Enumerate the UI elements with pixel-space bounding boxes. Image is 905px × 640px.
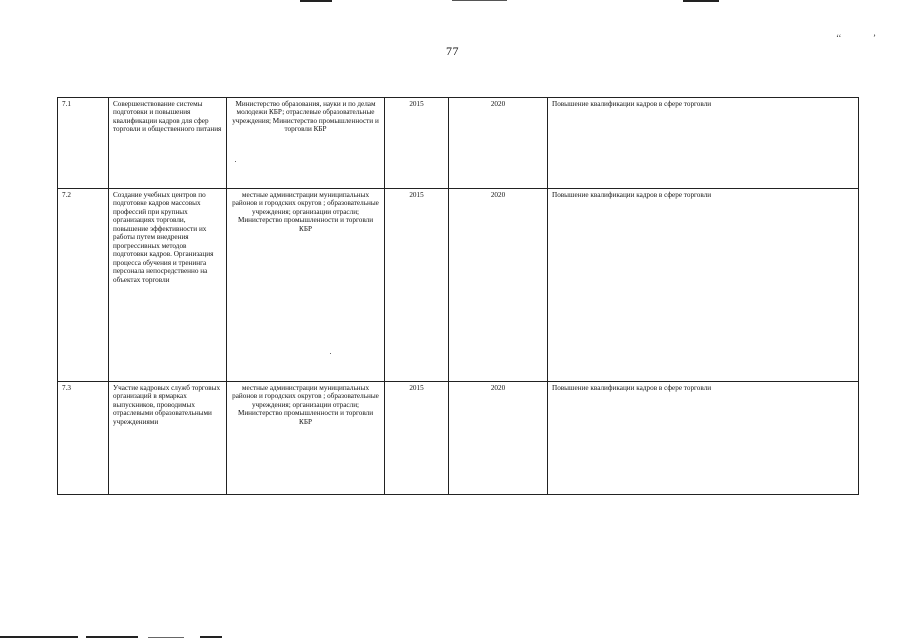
scan-line-bottom-1 xyxy=(0,636,78,638)
table-row xyxy=(58,382,859,495)
executors-cell: местные администрации муниципальных районов и городских округов ; образовательные учреждения; организации отрасли; Министерство промышленности и торговли КБР xyxy=(227,382,385,495)
measures-table xyxy=(57,97,859,495)
scan-speck-right-2: ’ xyxy=(873,33,876,43)
table-row xyxy=(58,189,859,382)
start-year-cell: 2015 xyxy=(385,189,449,382)
scan-line-bottom-3 xyxy=(148,637,184,638)
scan-line-bottom-2 xyxy=(86,636,138,638)
end-year-cell: 2020 xyxy=(449,382,548,495)
row-number: 7.1 xyxy=(58,98,109,189)
activity-cell: Создание учебных центров по подготовке кадров массовых профессий при крупных организациях торговли, повышение эффективности их работы путем внедрения прогрессивных методов подготовки кадров. Организация процесса обучения и тренинга персонала непосредственно на объектах торговли xyxy=(109,189,227,382)
result-cell: Повышение квалификации кадров в сфере торговли xyxy=(548,382,859,495)
scan-speck xyxy=(330,353,331,354)
scan-line-bottom-4 xyxy=(200,636,222,638)
start-year-cell: 2015 xyxy=(385,98,449,189)
scan-speck-right-1: ‘‘ xyxy=(836,33,842,43)
scan-speck xyxy=(235,161,236,162)
row-number: 7.2 xyxy=(58,189,109,382)
executors-cell: местные администрации муниципальных районов и городских округов ; образовательные учреждения; организации отрасли; Министерство промышленности и торговли КБР xyxy=(227,189,385,382)
scan-line-top-3 xyxy=(683,0,719,2)
result-cell: Повышение квалификации кадров в сфере торговли xyxy=(548,98,859,189)
end-year-cell: 2020 xyxy=(449,98,548,189)
scan-line-top-1 xyxy=(300,0,332,2)
result-cell: Повышение квалификации кадров в сфере торговли xyxy=(548,189,859,382)
executors-cell: Министерство образования, науки и по делам молодежи КБР; отраслевые образовательные учреждения; Министерство промышленности и торговли КБР xyxy=(227,98,385,189)
page-number: 77 xyxy=(446,44,459,58)
scan-line-top-2 xyxy=(452,0,507,1)
row-number: 7.3 xyxy=(58,382,109,495)
table-row xyxy=(58,98,859,189)
end-year-cell: 2020 xyxy=(449,189,548,382)
start-year-cell: 2015 xyxy=(385,382,449,495)
activity-cell: Совершенствование системы подготовки и повышения квалификации кадров для сфер торговли и общественного питания xyxy=(109,98,227,189)
activity-cell: Участие кадровых служб торговых организаций в ярмарках выпускников, проводимых отраслевыми образовательными учреждениями xyxy=(109,382,227,495)
